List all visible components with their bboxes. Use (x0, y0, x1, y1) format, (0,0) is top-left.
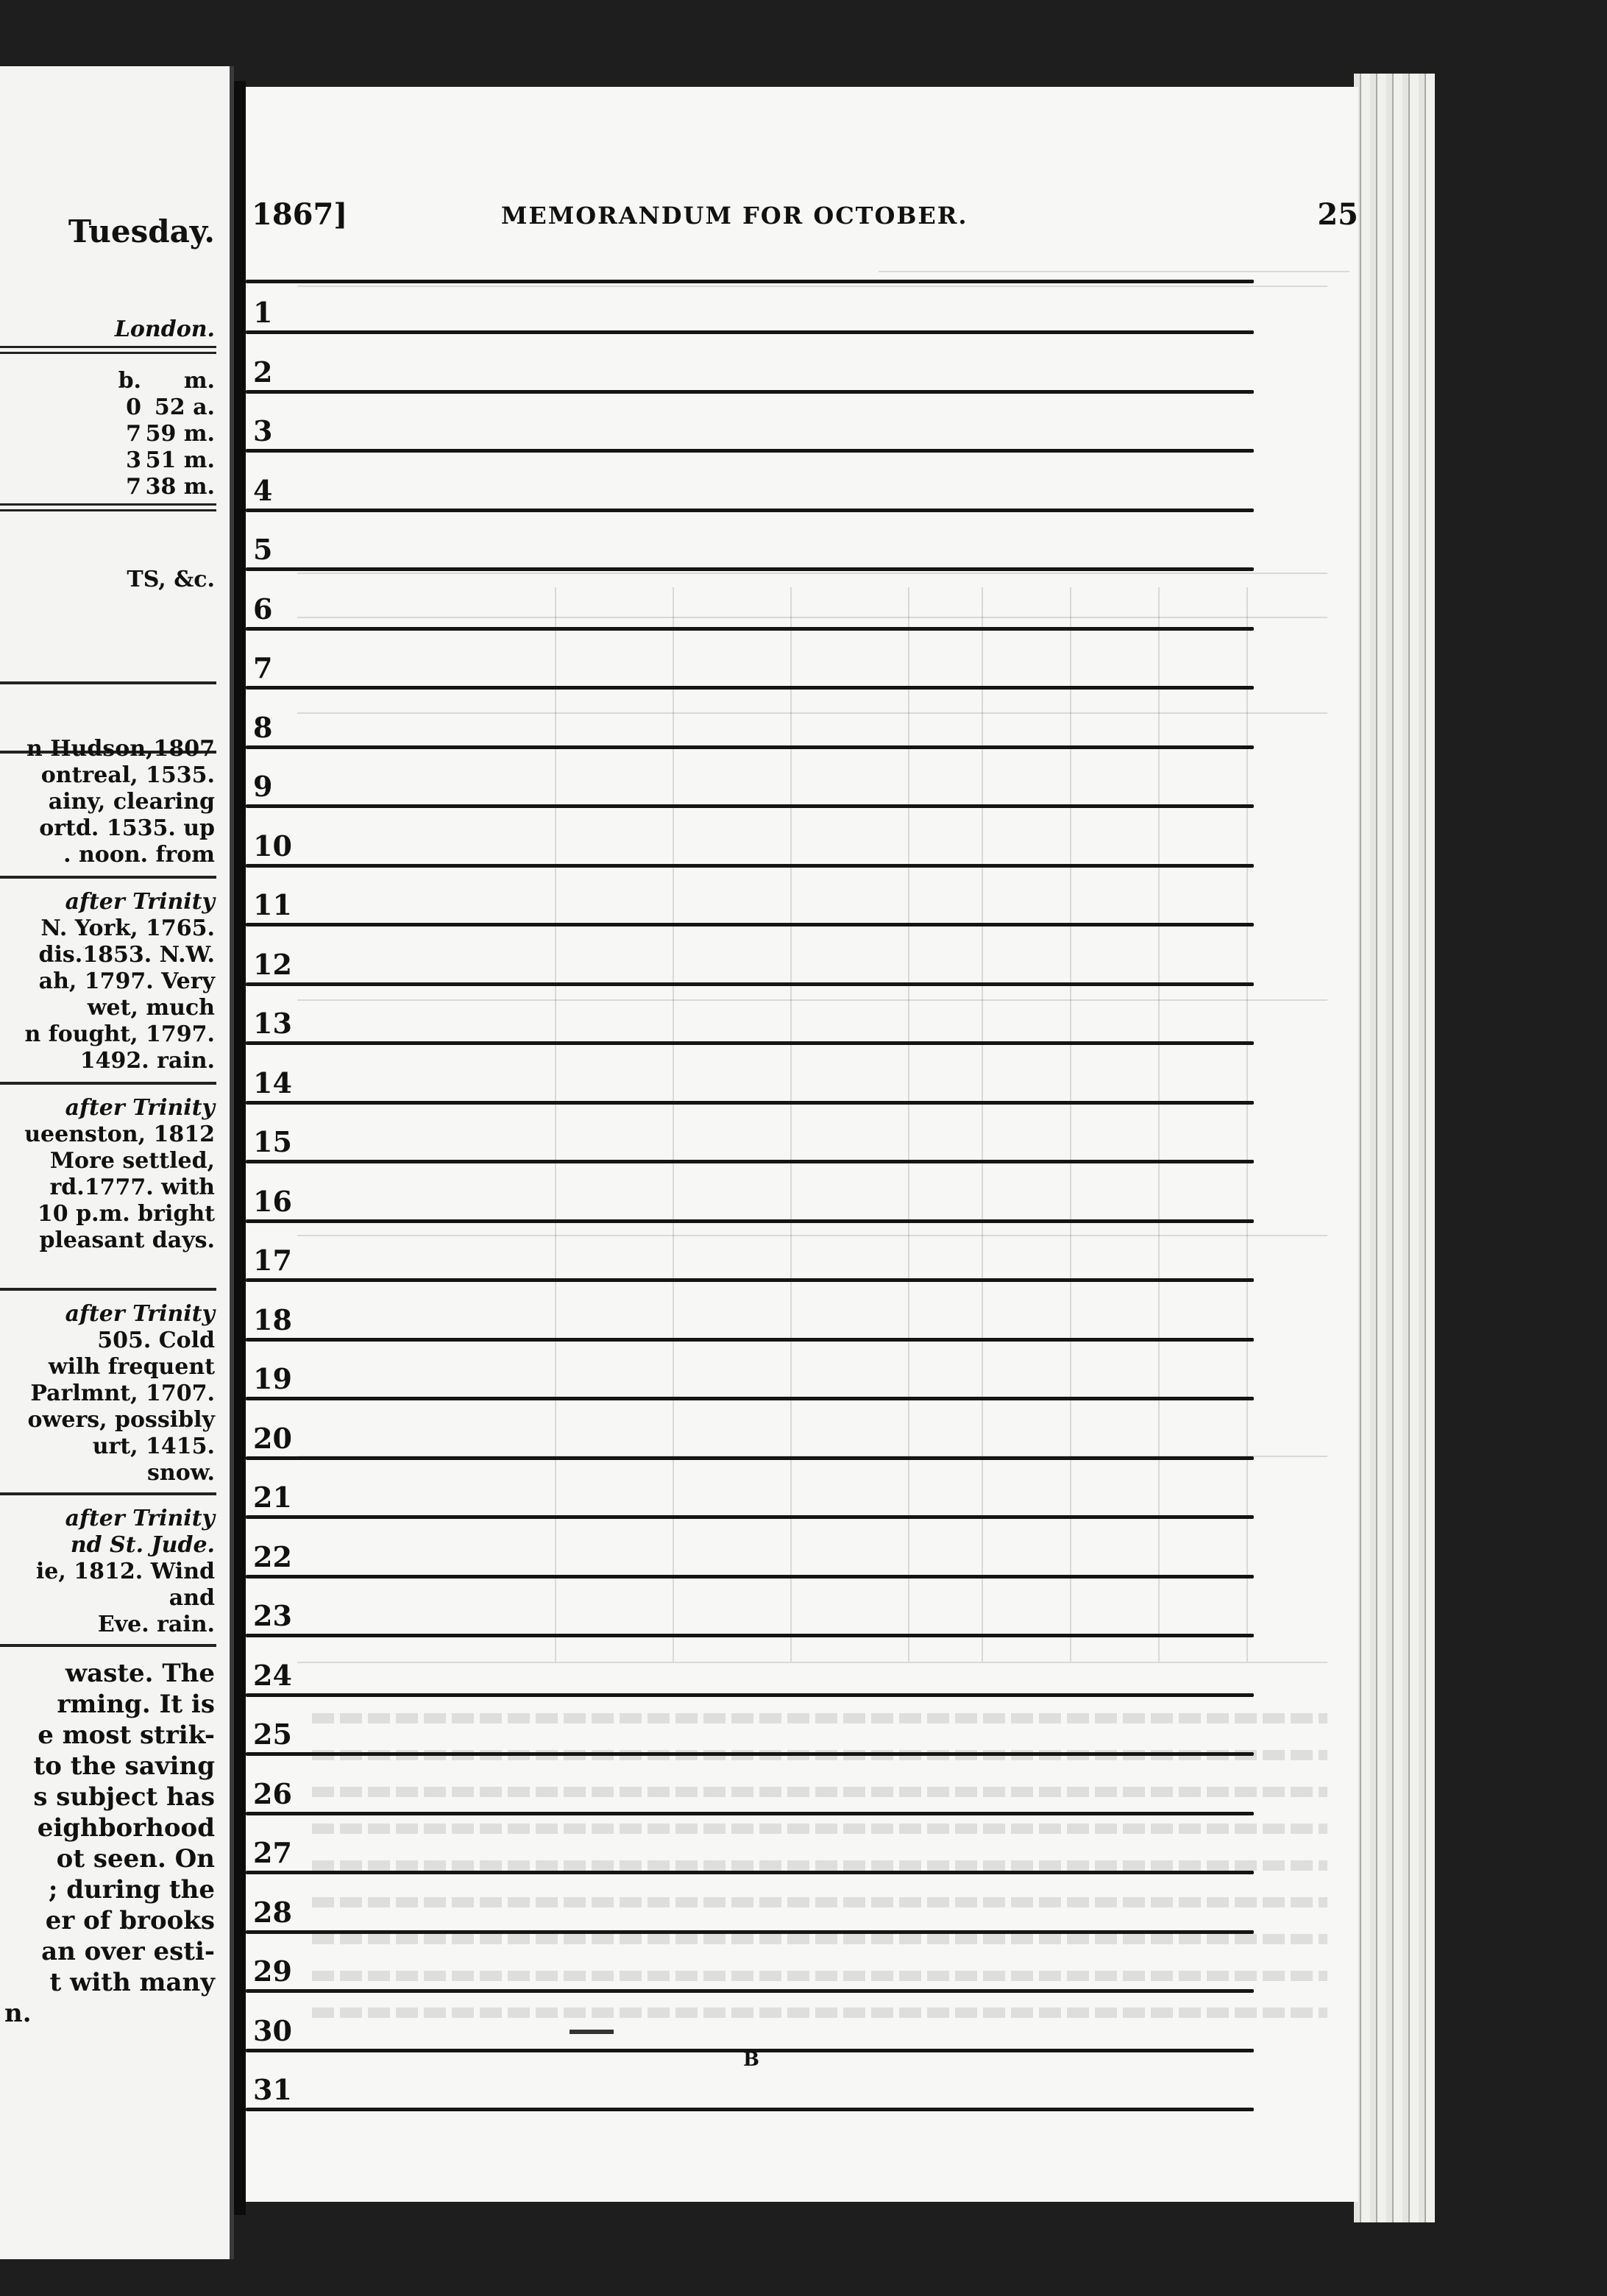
day-number: 2 (253, 355, 273, 389)
page-title: MEMORANDUM FOR OCTOBER. (501, 202, 968, 230)
book-gutter (234, 81, 246, 2215)
section-label: TS, &c. (127, 567, 215, 592)
memorandum-row (246, 2008, 1254, 2052)
writing-line (246, 1041, 1254, 1045)
memorandum-row (246, 1475, 1254, 1519)
almanac-line: eighborhood (37, 1813, 215, 1843)
almanac-line: owers, possibly (27, 1407, 215, 1433)
time-hour: b. (118, 368, 141, 394)
writing-line (246, 1930, 1254, 1934)
header-rule (246, 280, 1254, 283)
day-number: 20 (253, 1421, 292, 1455)
almanac-line: snow. (147, 1460, 215, 1486)
writing-line (246, 1812, 1254, 1815)
writing-line (246, 330, 1254, 334)
page-edges (1354, 74, 1435, 2222)
almanac-line: 505. Cold (97, 1328, 215, 1353)
memorandum-row (246, 2067, 1254, 2111)
almanac-line: wet, much (87, 995, 215, 1021)
year-label: 1867] (252, 197, 348, 232)
memorandum-row (246, 1297, 1254, 1342)
memorandum-row (246, 1119, 1254, 1163)
memorandum-row (246, 290, 1254, 334)
memorandum-row (246, 882, 1254, 926)
memorandum-row (246, 1890, 1254, 1934)
memorandum-row (246, 1534, 1254, 1578)
writing-line (246, 567, 1254, 571)
memorandum-row (246, 1001, 1254, 1045)
writing-line (246, 923, 1254, 926)
writing-line (246, 1456, 1254, 1460)
day-number: 1 (253, 296, 273, 329)
writing-line (246, 1634, 1254, 1637)
memorandum-row (246, 1060, 1254, 1105)
almanac-line: Parlmnt, 1707. (30, 1381, 215, 1406)
rule (0, 1492, 216, 1495)
day-number: 18 (253, 1303, 292, 1336)
rule (0, 1082, 216, 1085)
writing-line (246, 1515, 1254, 1519)
writing-line (246, 864, 1254, 868)
writing-line (246, 1278, 1254, 1282)
memorandum-row (246, 1238, 1254, 1282)
almanac-line: waste. The (65, 1659, 215, 1688)
rule (0, 1288, 216, 1291)
day-number: 14 (253, 1066, 292, 1099)
time-hour: 7 (126, 421, 141, 447)
time-hour: 0 (126, 394, 141, 420)
day-number: 17 (253, 1244, 292, 1277)
almanac-line: rming. It is (57, 1690, 215, 1719)
almanac-line: t with many (49, 1968, 215, 1997)
day-number: 25 (253, 1718, 292, 1751)
almanac-line: ortd. 1535. up (39, 815, 215, 841)
rule (0, 876, 216, 879)
time-minute: 38 m. (145, 474, 215, 500)
writing-line (246, 2108, 1254, 2111)
day-number: 13 (253, 1007, 292, 1040)
memorandum-row (246, 705, 1254, 749)
memorandum-row (246, 587, 1254, 631)
page-number: 25 (1317, 197, 1358, 232)
memorandum-row (246, 1356, 1254, 1400)
day-number: 23 (253, 1599, 292, 1632)
almanac-line: dis.1853. N.W. (38, 942, 215, 968)
memorandum-row (246, 1949, 1254, 1993)
day-number: 15 (253, 1125, 292, 1158)
day-number: 21 (253, 1481, 292, 1514)
rule (0, 503, 216, 506)
day-number: 29 (253, 1955, 292, 1988)
almanac-line: er of brooks (45, 1906, 215, 1935)
day-number: 12 (253, 947, 292, 981)
writing-line (246, 1160, 1254, 1163)
time-minute: 51 m. (145, 447, 215, 473)
almanac-line: and (168, 1585, 215, 1611)
writing-line (246, 1101, 1254, 1105)
almanac-line: n Hudson,1807 (26, 736, 215, 762)
almanac-line: after Trinity (65, 889, 215, 915)
almanac-line: 1492. rain. (79, 1048, 215, 1074)
day-number: 19 (253, 1362, 292, 1395)
memorandum-day-list (246, 87, 1358, 2202)
day-number: 24 (253, 1658, 292, 1692)
memorandum-row (246, 942, 1254, 986)
day-number: 28 (253, 1895, 292, 1929)
time-minute: m. (183, 368, 215, 394)
memorandum-row (246, 823, 1254, 868)
day-number: 9 (253, 770, 273, 803)
writing-line (246, 449, 1254, 453)
almanac-line: . noon. from (63, 842, 215, 868)
day-number: 16 (253, 1184, 292, 1218)
memorandum-row (246, 350, 1254, 394)
almanac-line: e most strik- (38, 1721, 215, 1750)
almanac-line: ie, 1812. Wind (35, 1559, 215, 1584)
writing-line (246, 1693, 1254, 1697)
day-number: 10 (253, 829, 292, 862)
writing-line (246, 804, 1254, 808)
writing-line (246, 1338, 1254, 1342)
memorandum-row (246, 1179, 1254, 1223)
memorandum-row (246, 1593, 1254, 1637)
writing-line (246, 1219, 1254, 1223)
writing-line (246, 390, 1254, 394)
day-number: 26 (253, 1776, 292, 1810)
almanac-line: an over esti- (41, 1937, 215, 1966)
rule (0, 346, 216, 348)
day-number: 3 (253, 414, 273, 447)
time-hour: 7 (126, 474, 141, 500)
previous-page-header: Tuesday. (68, 213, 215, 249)
memorandum-row (246, 468, 1254, 512)
day-number: 6 (253, 592, 273, 626)
almanac-line: to the saving (33, 1751, 215, 1781)
writing-line (246, 627, 1254, 631)
writing-line (246, 1575, 1254, 1578)
almanac-line: 10 p.m. bright (37, 1201, 215, 1227)
day-number: 4 (253, 473, 273, 507)
almanac-line: More settled, (49, 1148, 215, 1174)
day-number: 7 (253, 651, 273, 684)
almanac-line: wilh frequent (48, 1354, 215, 1380)
memorandum-row (246, 1830, 1254, 1874)
writing-line (246, 1752, 1254, 1756)
almanac-line: ontreal, 1535. (40, 762, 215, 788)
writing-line (246, 1871, 1254, 1874)
memorandum-row (246, 1712, 1254, 1756)
almanac-line: pleasant days. (39, 1227, 215, 1253)
almanac-line: ah, 1797. Very (38, 968, 215, 994)
signature-mark: B (743, 2049, 759, 2071)
day-number: 30 (253, 2013, 292, 2047)
london-column-label: London. (114, 316, 215, 342)
writing-line (246, 1397, 1254, 1400)
almanac-line: N. York, 1765. (40, 915, 215, 941)
time-minute: 52 a. (154, 394, 215, 420)
memorandum-row (246, 1653, 1254, 1697)
almanac-line: ueenston, 1812 (24, 1122, 215, 1147)
ink-smudge (570, 2030, 614, 2034)
time-hour: 3 (126, 447, 141, 473)
almanac-line: n. (4, 1999, 32, 2028)
almanac-line: ainy, clearing (48, 789, 215, 815)
almanac-line: s subject has (33, 1782, 215, 1812)
memorandum-row (246, 645, 1254, 690)
rule (0, 681, 216, 684)
previous-page (0, 66, 234, 2259)
memorandum-row (246, 1771, 1254, 1815)
memorandum-page (246, 87, 1358, 2202)
almanac-line: urt, 1415. (92, 1434, 215, 1459)
almanac-line: ; during the (48, 1875, 215, 1905)
writing-line (246, 509, 1254, 512)
memorandum-row (246, 408, 1254, 453)
almanac-line: n fought, 1797. (24, 1021, 215, 1047)
memorandum-row (246, 1416, 1254, 1460)
almanac-line: nd St. Jude. (70, 1532, 215, 1558)
writing-line (246, 686, 1254, 690)
almanac-line: after Trinity (65, 1095, 215, 1121)
writing-line (246, 982, 1254, 986)
day-number: 22 (253, 1539, 292, 1573)
almanac-line: after Trinity (65, 1506, 215, 1531)
day-number: 8 (253, 710, 273, 744)
day-number: 27 (253, 1836, 292, 1869)
almanac-line: ot seen. On (56, 1844, 215, 1874)
time-minute: 59 m. (145, 421, 215, 447)
writing-line (246, 1989, 1254, 1993)
almanac-line: Eve. rain. (97, 1612, 215, 1637)
writing-line (246, 745, 1254, 749)
memorandum-row (246, 764, 1254, 808)
almanac-line: rd.1777. with (49, 1174, 215, 1200)
memorandum-row (246, 527, 1254, 571)
rule (0, 1644, 216, 1647)
day-number: 31 (253, 2073, 292, 2106)
day-number: 5 (253, 533, 273, 566)
day-number: 11 (253, 888, 292, 921)
almanac-line: after Trinity (65, 1301, 215, 1327)
